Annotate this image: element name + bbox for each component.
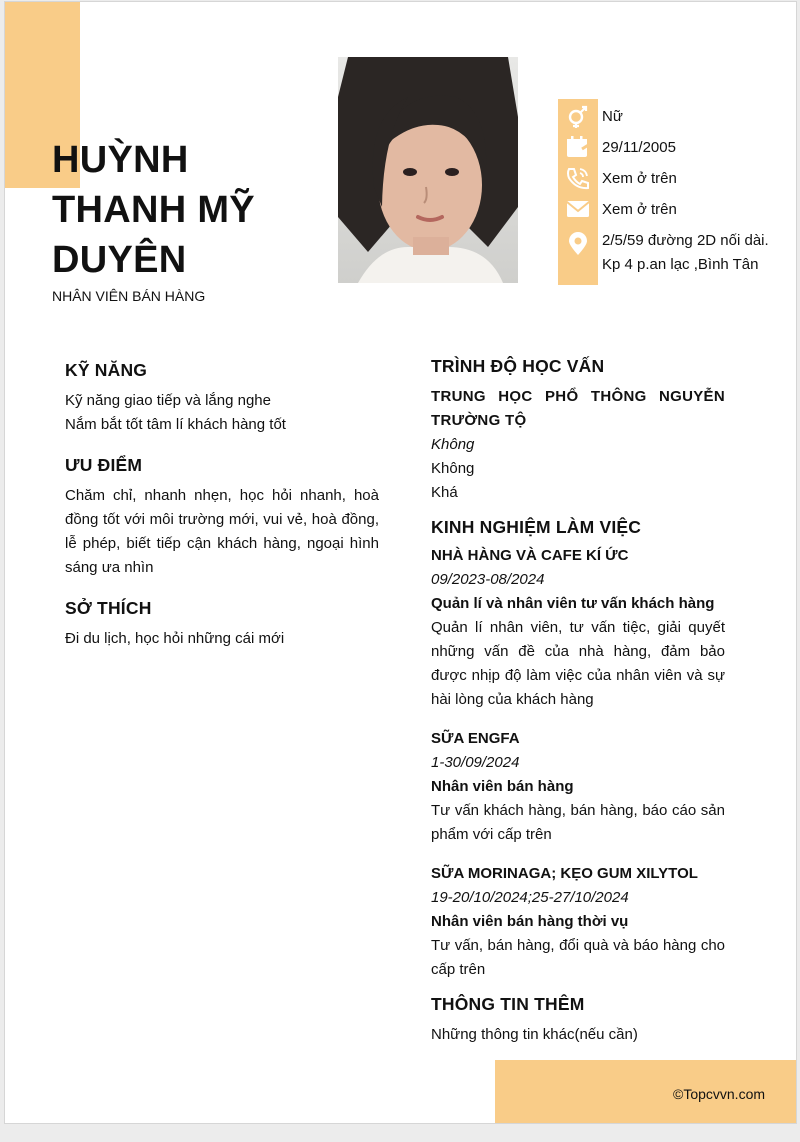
school-name: TRUNG HỌC PHỔ THÔNG NGUYỄN TRƯỜNG TỘ (431, 388, 725, 429)
right-column (431, 356, 725, 1047)
email-value: Xem ở trên (602, 201, 677, 218)
additional-section (431, 994, 725, 1047)
hobbies-section (65, 598, 379, 651)
left-column (65, 360, 379, 651)
hobbies-text: Đi du lịch, học hỏi những cái mới (65, 630, 285, 647)
strengths-heading: ƯU ĐIỂM (65, 455, 143, 475)
location-icon (564, 232, 592, 256)
skill-item: Nắm bắt tốt tâm lí khách hàng tốt (65, 416, 286, 433)
email-icon (564, 197, 592, 221)
job-period: 09/2023-08/2024 (431, 571, 545, 588)
hobbies-heading: SỞ THÍCH (65, 598, 152, 618)
name-line-3: DUYÊN (52, 239, 187, 281)
job-period: 1-30/09/2024 (431, 754, 520, 771)
skill-item: Kỹ năng giao tiếp và lắng nghe (65, 392, 271, 409)
education-major: Không (431, 460, 475, 477)
contact-gender (558, 103, 797, 129)
experience-heading: KINH NGHIỆM LÀM VIỆC (431, 517, 642, 537)
gender-icon (564, 104, 592, 128)
education-heading: TRÌNH ĐỘ HỌC VẤN (431, 356, 605, 376)
phone-icon (564, 166, 592, 190)
job-company: SỮA MORINAGA; KẸO GUM XILYTOL (431, 865, 698, 882)
name-line-1: HUỲNH (52, 139, 189, 181)
birthday-value: 29/11/2005 (602, 139, 676, 156)
contact-birthday (558, 134, 797, 160)
job-entry (431, 862, 725, 982)
job-entry (431, 727, 725, 847)
education-grade: Khá (431, 484, 458, 501)
strengths-text: Chăm chỉ, nhanh nhẹn, học hỏi nhanh, hoà đồng tốt với môi trường mới, vui vẻ, hoà đồng, lễ phép, biết tiếp cận khách hàng, ngoại hình sáng ưa nhìn (65, 487, 379, 576)
address-line-1: 2/5/59 đường 2D nối dài. (602, 232, 769, 249)
job-position: Nhân viên bán hàng thời vụ (431, 913, 629, 930)
profile-photo (338, 57, 518, 283)
job-description: Quản lí nhân viên, tư vấn tiệc, giải quyết những vấn đề của nhà hàng, đảm bảo được nhịp độ làm việc của nhân viên và sự hài lòng của khách hàng (431, 619, 725, 708)
additional-heading: THÔNG TIN THÊM (431, 994, 585, 1014)
education-section (431, 356, 725, 505)
contact-email (558, 196, 797, 222)
job-position: Quản lí và nhân viên tư vấn khách hàng (431, 595, 715, 612)
calendar-icon (564, 135, 592, 159)
experience-section (431, 517, 725, 982)
job-period: 19-20/10/2024;25-27/10/2024 (431, 889, 629, 906)
footer-copyright: ©Topcvvn.com (673, 1086, 766, 1102)
job-company: SỮA ENGFA (431, 730, 520, 747)
job-description: Tư vấn, bán hàng, đổi quà và báo hàng cho cấp trên (431, 937, 725, 978)
job-title: NHÂN VIÊN BÁN HÀNG (52, 288, 206, 304)
name-line-2: THANH MỸ (52, 189, 255, 231)
additional-text: Những thông tin khác(nếu cần) (431, 1026, 638, 1043)
job-entry (431, 544, 725, 712)
candidate-name (52, 135, 322, 285)
skills-heading: KỸ NĂNG (65, 360, 148, 380)
strengths-section (65, 455, 379, 580)
job-position: Nhân viên bán hàng (431, 778, 574, 795)
education-period: Không (431, 436, 475, 453)
contact-phone (558, 165, 797, 191)
job-company: NHÀ HÀNG VÀ CAFE KÍ ỨC (431, 547, 629, 564)
contact-address (558, 231, 797, 279)
address-line-2: Kp 4 p.an lạc ,Bình Tân (602, 256, 759, 273)
cv-page (4, 1, 797, 1124)
skills-section (65, 360, 379, 437)
job-description: Tư vấn khách hàng, bán hàng, báo cáo sản phẩm với cấp trên (431, 802, 725, 843)
phone-value: Xem ở trên (602, 170, 677, 187)
gender-value: Nữ (602, 108, 623, 125)
